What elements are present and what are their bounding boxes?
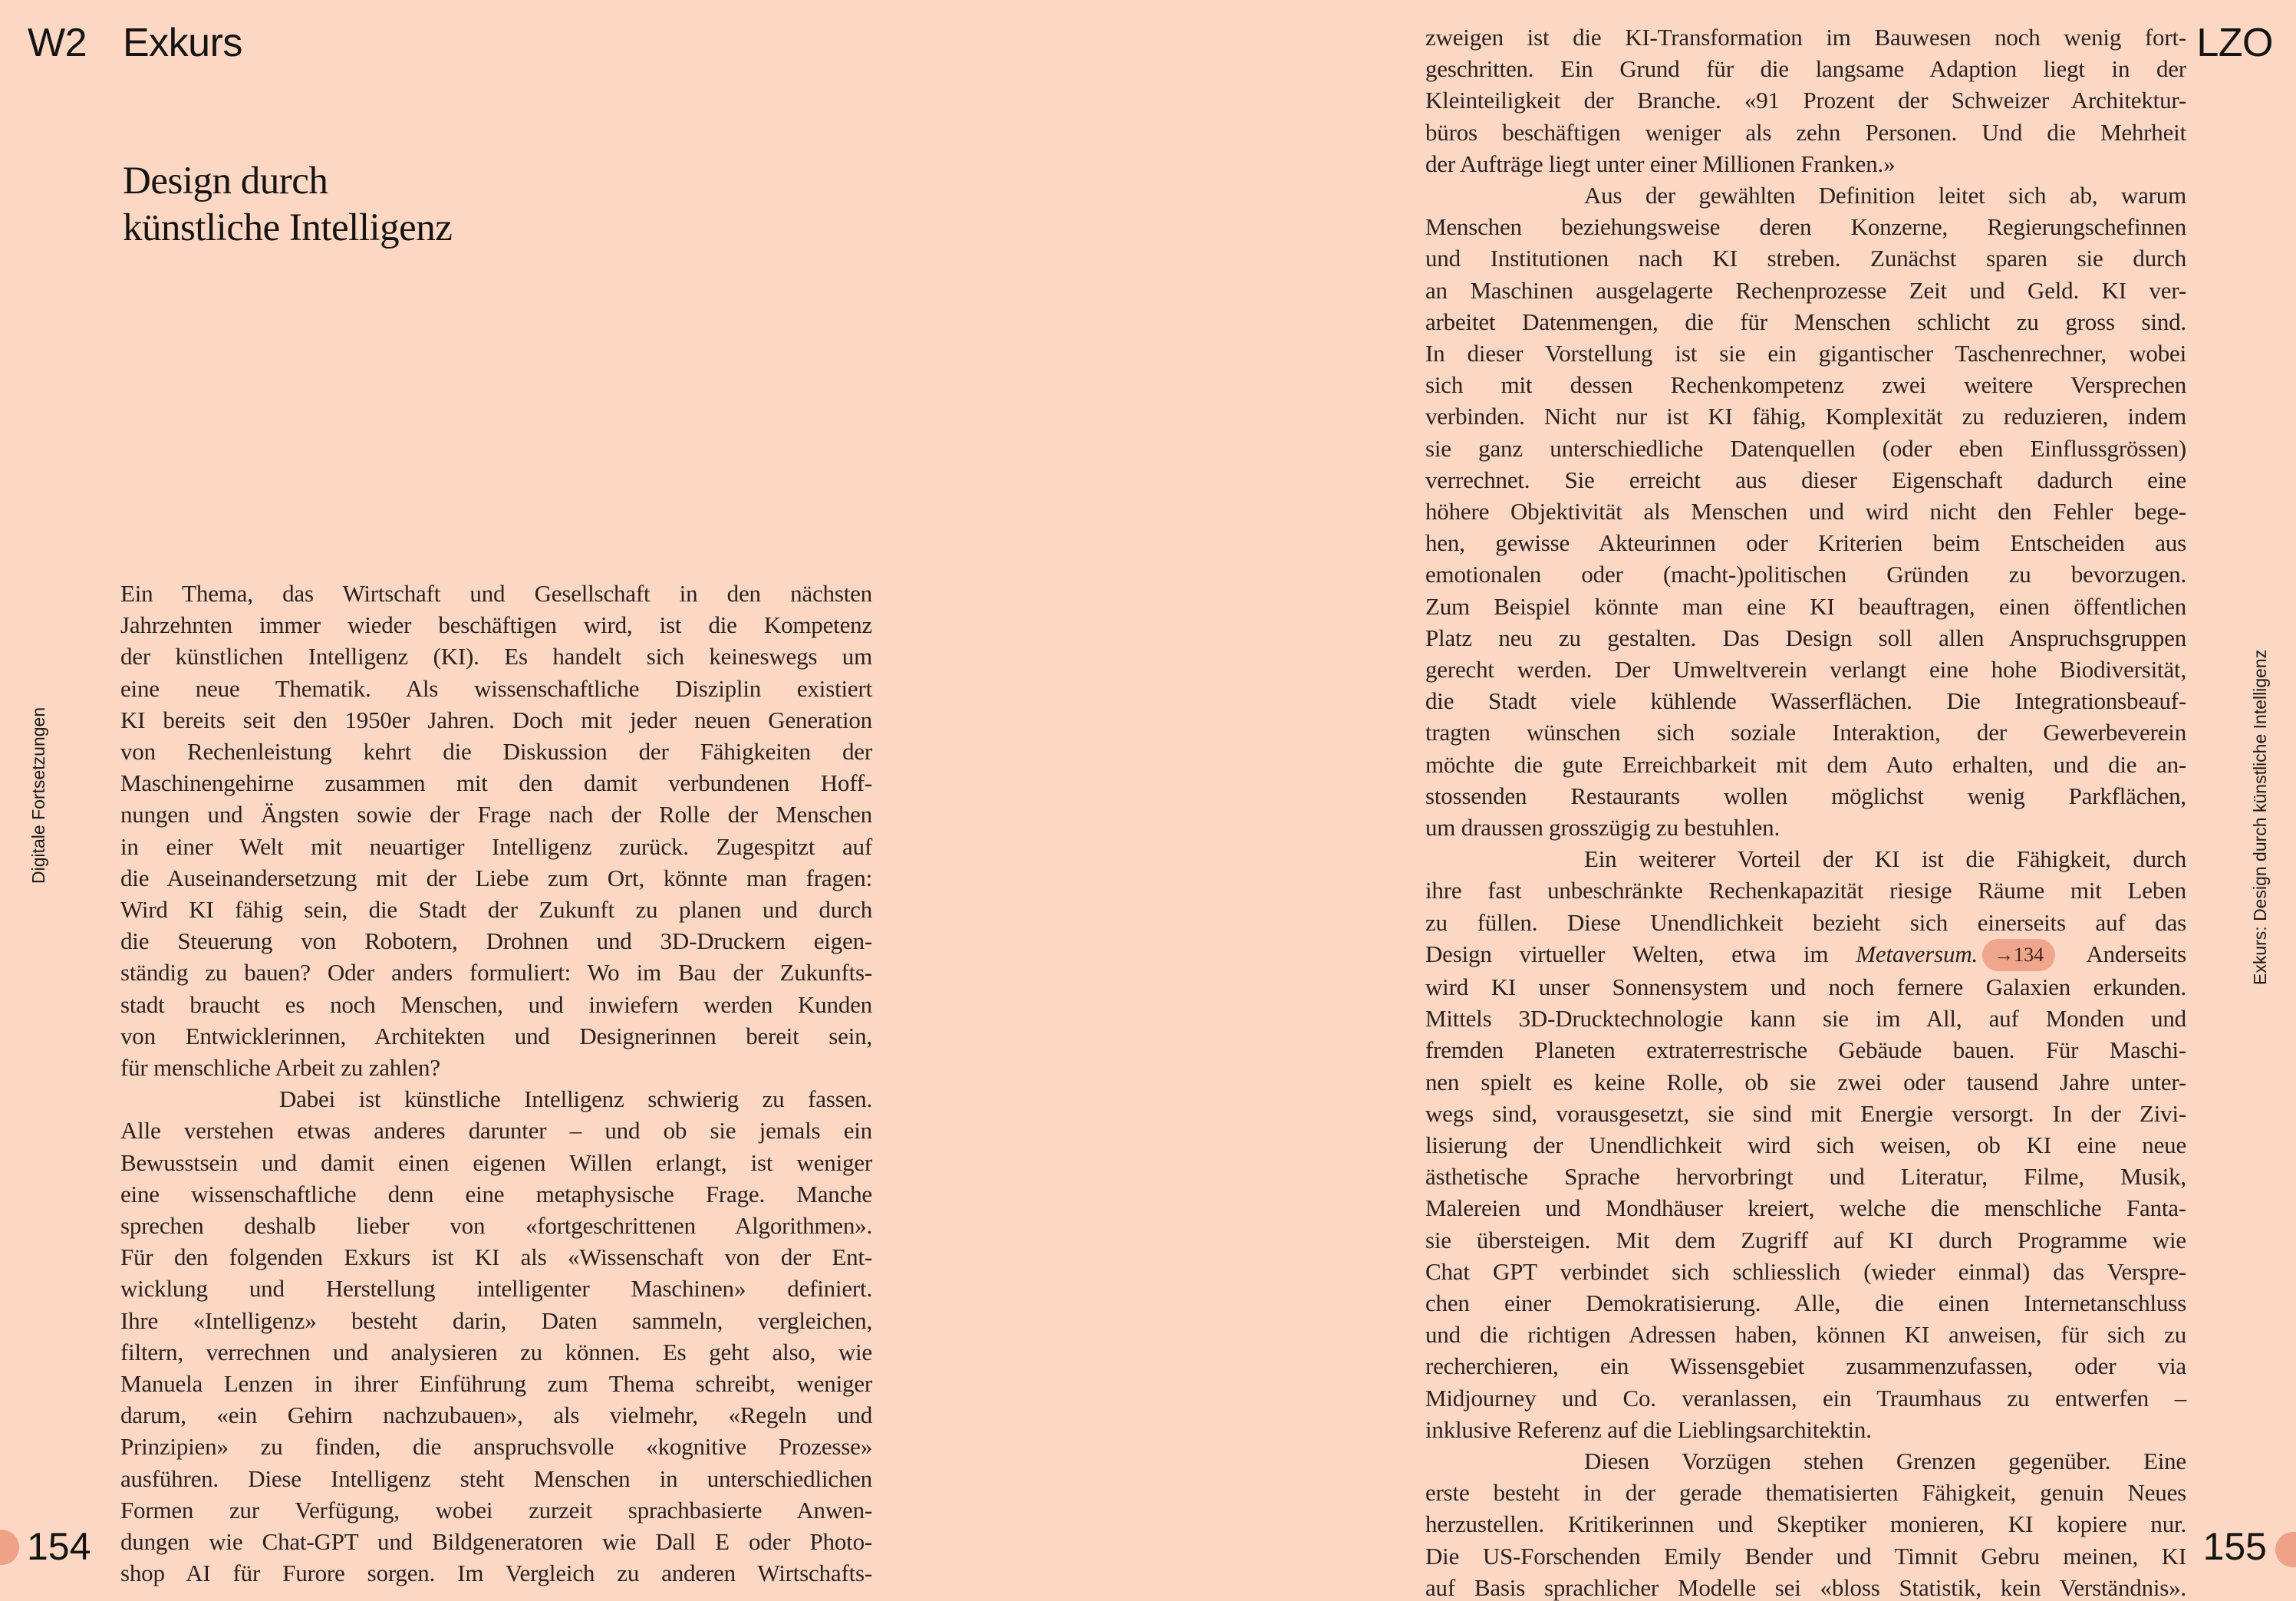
- text-line: gerecht werden. Der Umweltverein verlangt eine hohe Biodiversität,: [1425, 656, 2186, 684]
- page-number-left: 154: [27, 1525, 91, 1568]
- text-line: wicklung und Herstellung intelligenter Maschinen» definiert.: [120, 1275, 872, 1303]
- text-line: darum, «ein Gehirn nachzubauen», als vielmehr, «Regeln und: [120, 1402, 872, 1429]
- text-line: Malereien und Mondhäuser kreiert, welche die menschliche Fanta-: [1425, 1194, 2186, 1222]
- text-line: Dabei ist künstliche Intelligenz schwierig zu fassen.: [279, 1085, 872, 1113]
- text-line: emotionalen oder (macht-)politischen Gründen zu bevorzugen.: [1425, 561, 2186, 588]
- text-line: möchte die gute Erreichbarkeit mit dem Auto erhalten, und die an-: [1425, 750, 2186, 778]
- text-line: auf Basis sprachlicher Modelle sei «bloss Statistik, kein Verständnis».: [1425, 1573, 2186, 1601]
- text-line: die Auseinandersetzung mit der Liebe zum Ort, könnte man fragen:: [120, 864, 872, 891]
- text-line: von Entwicklerinnen, Architekten und Designerinnen bereit sein,: [120, 1022, 872, 1049]
- text-line: Die US-Forschenden Emily Bender und Timnit Gebru meinen, KI: [1425, 1542, 2186, 1570]
- text-line: Midjourney und Co. veranlassen, ein Traumhaus zu entwerfen –: [1425, 1384, 2186, 1412]
- text-line: Aus der gewählten Definition leitet sich ab, warum: [1584, 182, 2186, 209]
- page-corner-dot-right: [2275, 1532, 2296, 1567]
- text-line: Bewusstsein und damit einen eigenen Willen erlangt, ist weniger: [120, 1148, 872, 1176]
- right-column-text: [1425, 21, 2186, 1601]
- text-line: ausführen. Diese Intelligenz steht Menschen in unterschiedlichen: [120, 1464, 872, 1492]
- text-line: in einer Welt mit neuartiger Intelligenz zurück. Zugespitzt auf: [120, 832, 872, 860]
- text-segment: Design virtueller Welten, etwa im: [1425, 940, 1856, 967]
- chapter-code: W2: [28, 21, 87, 65]
- text-line: Manuela Lenzen in ihrer Einführung zum Thema schreibt, weniger: [120, 1370, 872, 1398]
- text-line: an Maschinen ausgelagerte Rechenprozesse Zeit und Geld. KI ver-: [1425, 276, 2186, 304]
- text-line: von Rechenleistung kehrt die Diskussion der Fähigkeiten der: [120, 738, 872, 766]
- text-line: Jahrzehnten immer wieder beschäftigen wird, ist die Kompetenz: [120, 611, 872, 639]
- text-line: stadt braucht es noch Menschen, und inwiefern werden Kunden: [120, 990, 872, 1018]
- text-line: Ein weiterer Vorteil der KI ist die Fähigkeit, durch: [1584, 845, 2186, 873]
- text-line: sprechen deshalb lieber von «fortgeschrittenen Algorithmen».: [120, 1212, 872, 1240]
- text-line: der künstlichen Intelligenz (KI). Es handelt sich keineswegs um: [120, 643, 872, 670]
- text-line: sich mit dessen Rechenkompetenz zwei weitere Versprechen: [1425, 371, 2186, 399]
- page-number-right: 155: [2202, 1525, 2267, 1568]
- text-line: Prinzipien» zu finden, die anspruchsvolle «kognitive Prozesse»: [120, 1433, 872, 1461]
- margin-label-right: Exkurs: Design durch künstliche Intelligenz: [2250, 649, 2270, 985]
- margin-label-left: Digitale Fortsetzungen: [28, 707, 48, 884]
- text-line: Kleinteiligkeit der Branche. «91 Prozent der Schweizer Architektur-: [1425, 87, 2186, 114]
- text-line: erste besteht in der gerade thematisierten Fähigkeit, genuin Neues: [1425, 1479, 2186, 1507]
- text-line: Platz neu zu gestalten. Das Design soll allen Anspruchsgruppen: [1425, 624, 2186, 651]
- text-line: herzustellen. Kritikerinnen und Skeptiker monieren, KI kopiere nur.: [1425, 1510, 2186, 1538]
- text-line: lisierung der Unendlichkeit wird sich weisen, ob KI eine neue: [1425, 1131, 2186, 1158]
- text-line: verrechnet. Sie erreicht aus dieser Eigenschaft dadurch eine: [1425, 466, 2186, 493]
- left-column-text: [120, 578, 872, 1589]
- text-line: Alle verstehen etwas anderes darunter – und ob sie jemals ein: [120, 1117, 872, 1145]
- page-header-code: LZO: [2196, 21, 2273, 65]
- text-line: für menschliche Arbeit zu zahlen?: [120, 1054, 440, 1082]
- text-line: verbinden. Nicht nur ist KI fähig, Komplexität zu reduzieren, indem: [1425, 403, 2186, 430]
- text-line: chen einer Demokratisierung. Alle, die einen Internetanschluss: [1425, 1289, 2186, 1316]
- italic-term: Metaversum.: [1856, 940, 1978, 967]
- text-line: sie ganz unterschiedliche Datenquellen (oder eben Einflussgrössen): [1425, 434, 2186, 462]
- text-line: recherchieren, ein Wissensgebiet zusammenzufassen, oder via: [1425, 1352, 2186, 1380]
- text-line: Chat GPT verbindet sich schliesslich (wieder einmal) das Verspre-: [1425, 1257, 2186, 1285]
- text-line: wird KI unser Sonnensystem und noch fernere Galaxien erkunden.: [1425, 973, 2186, 1000]
- text-line: Für den folgenden Exkurs ist KI als «Wissenschaft von der Ent-: [120, 1244, 872, 1271]
- text-segment: Anderseits: [2060, 940, 2186, 967]
- text-line: filtern, verrechnen und analysieren zu können. Es geht also, wie: [120, 1338, 872, 1365]
- text-line: um draussen grosszügig zu bestuhlen.: [1425, 814, 1780, 842]
- text-line: zu füllen. Diese Unendlichkeit bezieht sich einerseits auf das: [1425, 908, 2186, 936]
- chapter-label: Exkurs: [123, 21, 242, 65]
- text-line: fremden Planeten extraterrestrische Gebäude bauen. Für Maschi-: [1425, 1036, 2186, 1064]
- text-line: die Steuerung von Robotern, Drohnen und 3D-Druckern eigen-: [120, 927, 872, 955]
- page-title-line1: Design durch: [123, 160, 328, 203]
- text-line: KI bereits seit den 1950er Jahren. Doch mit jeder neuen Generation: [120, 706, 872, 733]
- page-corner-dot-left: [0, 1530, 19, 1565]
- text-line: und die richtigen Adressen haben, können KI anweisen, für sich zu: [1425, 1321, 2186, 1349]
- text-line: büros beschäftigen weniger als zehn Personen. Und die Mehrheit: [1425, 118, 2186, 146]
- text-line: sie übersteigen. Mit dem Zugriff auf KI durch Programme wie: [1425, 1226, 2186, 1253]
- page-reference-badge: →134: [1982, 939, 2055, 971]
- page-title: [123, 158, 452, 252]
- text-line: ständig zu bauen? Oder anders formuliert: Wo im Bau der Zukunfts-: [120, 959, 872, 987]
- text-line: höhere Objektivität als Menschen und wird nicht den Fehler bege-: [1425, 498, 2186, 525]
- text-line: Mittels 3D-Drucktechnologie kann sie im All, auf Monden und: [1425, 1005, 2186, 1033]
- text-line: shop AI für Furore sorgen. Im Vergleich zu anderen Wirtschafts-: [120, 1560, 872, 1587]
- text-line: zweigen ist die KI-Transformation im Bauwesen noch wenig fort-: [1425, 24, 2186, 51]
- text-line: Maschinengehirne zusammen mit den damit verbundenen Hoff-: [120, 769, 872, 797]
- text-line: wegs sind, vorausgesetzt, sie sind mit Energie versorgt. In der Zivi-: [1425, 1099, 2186, 1127]
- text-line: dungen wie Chat-GPT und Bildgeneratoren wie Dall E oder Photo-: [120, 1528, 872, 1556]
- text-line: Menschen beziehungsweise deren Konzerne, Regierungschefinnen: [1425, 213, 2186, 241]
- text-line: und Institutionen nach KI streben. Zunächst sparen sie durch: [1425, 245, 2186, 272]
- text-line: ihre fast unbeschränkte Rechenkapazität riesige Räume mit Leben: [1425, 877, 2186, 904]
- text-line: tragten wünschen sich soziale Interaktion, der Gewerbeverein: [1425, 719, 2186, 746]
- text-line: [1425, 938, 2186, 971]
- text-line: Ihre «Intelligenz» besteht darin, Daten sammeln, vergleichen,: [120, 1306, 872, 1334]
- text-line: Zum Beispiel könnte man eine KI beauftragen, einen öffentlichen: [1425, 592, 2186, 620]
- text-line: der Aufträge liegt unter einer Millionen Franken.»: [1425, 150, 1896, 177]
- text-line: eine wissenschaftliche denn eine metaphysische Frage. Manche: [120, 1180, 872, 1207]
- text-line: ästhetische Sprache hervorbringt und Literatur, Filme, Musik,: [1425, 1163, 2186, 1191]
- text-line: stossenden Restaurants wollen möglichst wenig Parkflächen,: [1425, 782, 2186, 809]
- text-line: Diesen Vorzügen stehen Grenzen gegenüber. Eine: [1584, 1447, 2186, 1474]
- text-line: arbeitet Datenmengen, die für Menschen schlicht zu gross sind.: [1425, 308, 2186, 335]
- text-line: Formen zur Verfügung, wobei zurzeit sprachbasierte Anwen-: [120, 1496, 872, 1524]
- page-title-line2: künstliche Intelligenz: [123, 206, 453, 249]
- text-line: Wird KI fähig sein, die Stadt der Zukunft zu planen und durch: [120, 896, 872, 924]
- text-line: Ein Thema, das Wirtschaft und Gesellschaft in den nächsten: [120, 580, 872, 607]
- text-line: hen, gewisse Akteurinnen oder Kriterien beim Entscheiden aus: [1425, 529, 2186, 557]
- text-line: In dieser Vorstellung ist sie ein gigantischer Taschenrechner, wobei: [1425, 340, 2186, 367]
- text-line: nungen und Ängsten sowie der Frage nach der Rolle der Menschen: [120, 801, 872, 829]
- text-line: nen spielt es keine Rolle, ob sie zwei oder tausend Jahre unter-: [1425, 1068, 2186, 1095]
- text-line: die Stadt viele kühlende Wasserflächen. Die Integrationsbeauf-: [1425, 687, 2186, 715]
- text-line: inklusive Referenz auf die Lieblingsarchitektin.: [1425, 1415, 1872, 1443]
- text-line: eine neue Thematik. Als wissenschaftliche Disziplin existiert: [120, 674, 872, 702]
- text-line: geschritten. Ein Grund für die langsame Adaption liegt in der: [1425, 55, 2186, 83]
